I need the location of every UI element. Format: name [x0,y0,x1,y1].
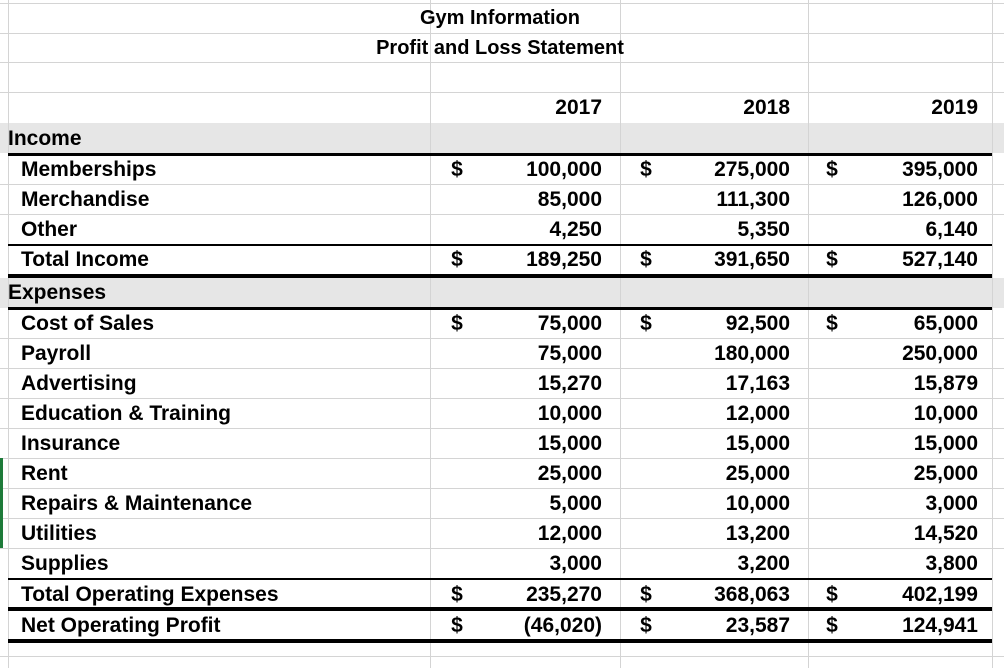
currency-symbol: $ [640,312,652,335]
value-merchandise-2019[interactable]: 126,000 [902,188,978,211]
row-label-insurance[interactable]: Insurance [21,432,121,455]
value-payroll-2018[interactable]: 180,000 [714,342,790,365]
currency-symbol: $ [451,248,463,271]
value-insurance-2019[interactable]: 15,000 [913,432,978,455]
currency-symbol: $ [826,614,838,637]
currency-symbol: $ [451,312,463,335]
value-insurance-2018[interactable]: 15,000 [725,432,790,455]
value-merchandise-2017[interactable]: 85,000 [537,188,602,211]
currency-symbol: $ [640,614,652,637]
value-utilities-2017[interactable]: 12,000 [537,522,602,545]
gridline [808,0,809,668]
value-rent-2019[interactable]: 25,000 [913,462,978,485]
value-rent-2017[interactable]: 25,000 [537,462,602,485]
value-supplies-2019[interactable]: 3,800 [925,552,978,575]
row-label-supplies[interactable]: Supplies [21,552,109,575]
value-repairs-maintenance-2018[interactable]: 10,000 [725,492,790,515]
currency-symbol: $ [826,312,838,335]
value-repairs-maintenance-2017[interactable]: 5,000 [549,492,602,515]
expenses-band [0,278,1004,308]
sheet-subtitle: Profit and Loss Statement [376,37,624,59]
value-cost-of-sales-2017[interactable]: 75,000 [537,312,602,335]
gridline [620,0,621,668]
sheet-title: Gym Information [419,7,580,29]
row-label-net-operating-profit[interactable]: Net Operating Profit [21,614,221,637]
value-repairs-maintenance-2019[interactable]: 3,000 [925,492,978,515]
row-label-other[interactable]: Other [21,218,78,241]
row-label-rent[interactable]: Rent [21,462,68,485]
value-net-operating-profit-2018[interactable]: 23,587 [725,614,790,637]
gridline [0,656,1004,657]
section-income: Income [8,127,82,150]
currency-symbol: $ [826,583,838,606]
row-label-merchandise[interactable]: Merchandise [21,188,150,211]
value-education-training-2018[interactable]: 12,000 [725,402,790,425]
row-label-advertising[interactable]: Advertising [21,372,137,395]
row-label-memberships[interactable]: Memberships [21,158,157,181]
value-supplies-2018[interactable]: 3,200 [737,552,790,575]
value-total-operating-expenses-2018[interactable]: 368,063 [714,583,790,606]
gridline [8,0,9,668]
section-expenses: Expenses [8,281,107,304]
value-net-operating-profit-2017[interactable]: (46,020) [523,614,602,637]
value-other-2018[interactable]: 5,350 [737,218,790,241]
value-advertising-2017[interactable]: 15,270 [537,372,602,395]
value-memberships-2017[interactable]: 100,000 [526,158,602,181]
value-total-operating-expenses-2017[interactable]: 235,270 [526,583,602,606]
value-advertising-2019[interactable]: 15,879 [913,372,978,395]
value-supplies-2017[interactable]: 3,000 [549,552,602,575]
value-education-training-2017[interactable]: 10,000 [537,402,602,425]
value-advertising-2018[interactable]: 17,163 [725,372,790,395]
currency-symbol: $ [451,158,463,181]
currency-symbol: $ [451,583,463,606]
row-label-total-income[interactable]: Total Income [21,248,149,271]
currency-symbol: $ [451,614,463,637]
currency-symbol: $ [826,248,838,271]
row-label-cost-of-sales[interactable]: Cost of Sales [21,312,155,335]
currency-symbol: $ [826,158,838,181]
value-utilities-2018[interactable]: 13,200 [725,522,790,545]
year-header-2017: 2017 [555,96,602,119]
value-memberships-2018[interactable]: 275,000 [714,158,790,181]
currency-symbol: $ [640,583,652,606]
value-net-operating-profit-2019[interactable]: 124,941 [902,614,978,637]
value-rent-2018[interactable]: 25,000 [725,462,790,485]
value-payroll-2017[interactable]: 75,000 [537,342,602,365]
value-payroll-2019[interactable]: 250,000 [902,342,978,365]
value-education-training-2019[interactable]: 10,000 [913,402,978,425]
year-header-2018: 2018 [743,96,790,119]
header-band [0,123,1004,153]
value-memberships-2019[interactable]: 395,000 [902,158,978,181]
value-utilities-2019[interactable]: 14,520 [913,522,978,545]
value-cost-of-sales-2018[interactable]: 92,500 [725,312,790,335]
row-label-total-operating-expenses[interactable]: Total Operating Expenses [21,583,279,606]
currency-symbol: $ [640,248,652,271]
value-total-operating-expenses-2019[interactable]: 402,199 [902,583,978,606]
value-other-2017[interactable]: 4,250 [549,218,602,241]
value-insurance-2017[interactable]: 15,000 [537,432,602,455]
gridline [430,0,431,668]
value-total-income-2018[interactable]: 391,650 [714,248,790,271]
row-label-utilities[interactable]: Utilities [21,522,97,545]
year-header-2019: 2019 [931,96,978,119]
value-merchandise-2018[interactable]: 111,300 [716,188,790,211]
row-label-payroll[interactable]: Payroll [21,342,92,365]
row-label-repairs-maintenance[interactable]: Repairs & Maintenance [21,492,253,515]
value-other-2019[interactable]: 6,140 [925,218,978,241]
value-total-income-2017[interactable]: 189,250 [526,248,602,271]
gridline [992,0,993,668]
row-label-education-training[interactable]: Education & Training [21,402,232,425]
value-total-income-2019[interactable]: 527,140 [902,248,978,271]
row-selection-marker [0,458,3,548]
currency-symbol: $ [640,158,652,181]
value-cost-of-sales-2019[interactable]: 65,000 [913,312,978,335]
